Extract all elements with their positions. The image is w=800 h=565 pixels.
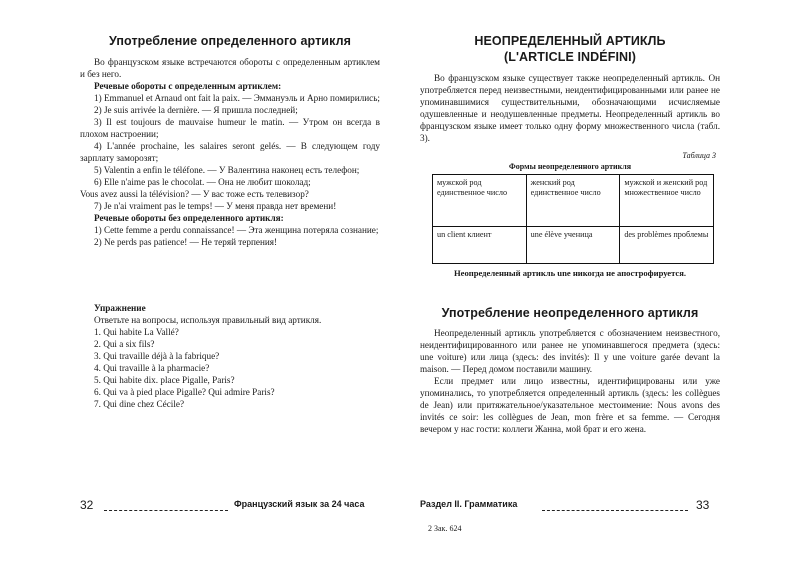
indefinite-article-table (432, 174, 714, 264)
right-intro-text: Во французском языке существует также неопределенный артикль. Он употребляется перед неизвестными, неидентифицированными или ранее не упоминавшимися существительными, обозначающими исчисляемые одушевленные и неодушевленные предметы. Неопределенный артикль во французском языке имеет только одну форму множественного числа (табл. 3). (420, 73, 720, 143)
section-para-1: Неопределенный артикль употребляется с обозначением неизвестного, неидентифицированного или ранее не упоминавшегося предмета (здесь: une voiture) или лица (здесь: des invités): Il y une voiture garée devant la maison. — Перед домом поставили машину. (420, 328, 720, 374)
right-page-title (420, 33, 720, 65)
printing-mark: 2 Зак. 624 (428, 524, 462, 533)
with-item-2: 2) Je suis arrivée la dernière. — Я пришла последней; (94, 105, 298, 115)
left-footer-title: Французский язык за 24 часа (234, 499, 365, 509)
table-header-cell: женский род единственное число (526, 175, 620, 227)
table-cell: une élève ученица (526, 227, 620, 264)
with-item-1: 1) Emmanuel et Arnaud ont fait la paix. — Эммануэль и Арно помирились; (94, 93, 380, 103)
right-page (420, 0, 720, 565)
exercise-item-1: 1. Qui habite La Vallé? (94, 327, 179, 337)
with-item-3: 3) Il est toujours de mauvaise humeur le matin. — Утром он всегда в плохом настроении; (80, 117, 380, 139)
exercise-title: Упражнение (94, 303, 146, 313)
exercise-item-4: 4. Qui travaille à la pharmacie? (94, 363, 210, 373)
table-header-cell: мужской род единственное число (433, 175, 527, 227)
without-item-1: 1) Cette femme a perdu connaissance! — Эта женщина потеряла сознание; (94, 225, 379, 235)
left-page-title: Употребление определенного артикля (108, 34, 352, 48)
without-article-header: Речевые обороты без определенного артикля: (94, 213, 284, 223)
left-page (80, 0, 380, 565)
right-title-line1: НЕОПРЕДЕЛЕННЫЙ АРТИКЛЬ (474, 34, 666, 48)
right-section-body (420, 327, 720, 435)
exercise-item-3: 3. Qui travaille déjà à la fabrique? (94, 351, 220, 361)
left-page-body (80, 56, 380, 248)
right-footer (420, 498, 720, 514)
exercise-block (80, 302, 380, 410)
right-intro (420, 72, 720, 144)
with-article-header: Речевые обороты с определенным артиклем: (94, 81, 282, 91)
left-intro: Во французском языке встречаются обороты с определенным артиклем и без него. (80, 57, 380, 79)
with-item-6b: Vous avez aussi la télévision? — У вас тоже есть телевизор? (80, 189, 309, 199)
table-caption: Таблица 3 (682, 151, 716, 160)
left-footer-rule (104, 510, 228, 511)
exercise-item-5: 5. Qui habite dix. place Pigalle, Paris? (94, 375, 235, 385)
table-header-row (433, 175, 714, 227)
right-footer-rule (542, 510, 688, 511)
section-para-2: Если предмет или лицо известны, идентифицированы или уже упоминались, то употребляется определенный артикль (здесь: les collègues de Jean) или притяжательное/указательное местоимение: Nous avons des invités ce soir: les collègues de Jean, mon frère et sa femme. — Сегодня вечером у нас гости: коллеги Жанна, мой брат и его жена. (420, 376, 720, 434)
table-header-cell: мужской и женский род множественное число (620, 175, 714, 227)
exercise-item-2: 2. Qui a six fils? (94, 339, 155, 349)
without-item-2: 2) Ne perds pas patience! — Не теряй терпения! (94, 237, 278, 247)
with-item-5: 5) Valentin a enfin le téléfone. — У Валентина наконец есть телефон; (94, 165, 360, 175)
table-name: Формы неопределенного артикля (508, 162, 632, 171)
with-item-7: 7) Je n'ai vraiment pas le temps! — У меня правда нет времени! (94, 201, 337, 211)
section-title: Употребление неопределенного артикля (441, 306, 699, 320)
exercise-item-7: 7. Qui dine chez Cécile? (94, 399, 185, 409)
left-footer (80, 498, 380, 514)
une-note: Неопределенный артикль une никогда не апострофируется. (453, 268, 687, 278)
right-page-number: 33 (696, 498, 710, 512)
left-page-number: 32 (80, 498, 94, 512)
exercise-item-6: 6. Qui va à pied place Pigalle? Qui admire Paris? (94, 387, 275, 397)
with-item-4: 4) L'année prochaine, les salaires seront gelés. — В следующем году зарплату заморозят; (80, 141, 380, 163)
right-footer-title: Раздел II. Грамматика (420, 499, 518, 509)
right-title-line2: (L'ARTICLE INDÉFINI) (503, 50, 637, 64)
with-item-6: 6) Elle n'aime pas le chocolat. — Она не любит шоколад; (94, 177, 311, 187)
table-cell: des problèmes проблемы (620, 227, 714, 264)
table-row (433, 227, 714, 264)
exercise-task: Ответьте на вопросы, используя правильный вид артикля. (94, 315, 322, 325)
table-cell: un client клиент (433, 227, 527, 264)
